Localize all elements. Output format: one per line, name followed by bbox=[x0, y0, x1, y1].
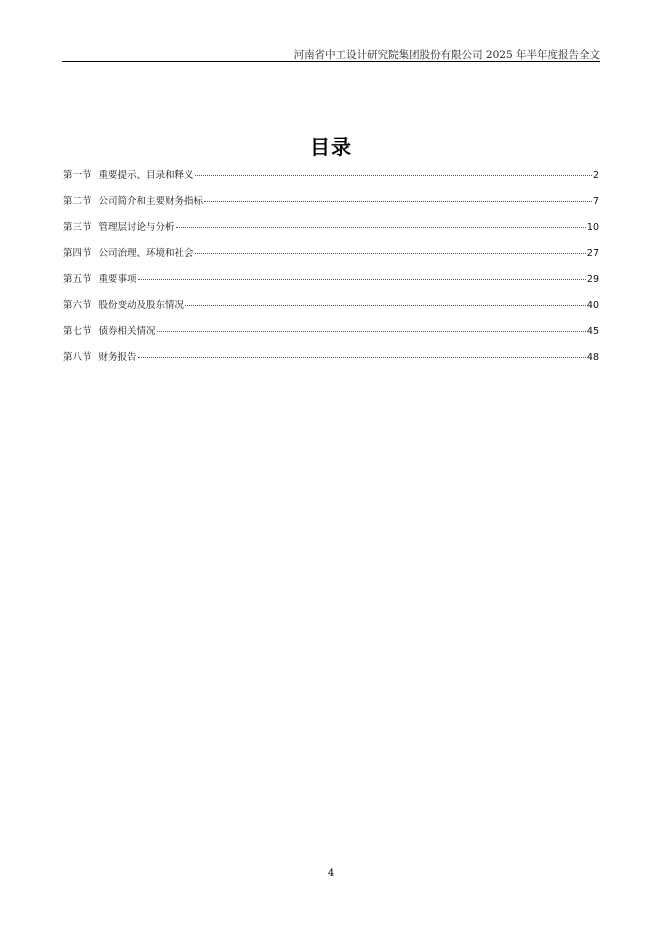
toc-section-title: 公司治理、环境和社会 bbox=[98, 248, 194, 259]
toc-dot-leader bbox=[138, 357, 586, 358]
toc-section-title: 重要提示、目录和释义 bbox=[98, 170, 194, 181]
toc-section-number: 第八节 bbox=[63, 352, 92, 363]
toc-section-title: 股份变动及股东情况 bbox=[98, 300, 185, 311]
toc-section-number: 第四节 bbox=[63, 248, 92, 259]
toc-page-number: 2 bbox=[592, 170, 599, 181]
toc-entry-section-7[interactable] bbox=[63, 323, 599, 349]
toc-section-title: 债券相关情况 bbox=[98, 326, 156, 337]
toc-section-number: 第六节 bbox=[63, 300, 92, 311]
toc-page-number: 45 bbox=[586, 326, 599, 337]
toc-section-number: 第二节 bbox=[63, 196, 92, 207]
toc-dot-leader bbox=[176, 227, 586, 228]
toc-dot-leader bbox=[185, 305, 586, 306]
toc-entry-section-8[interactable] bbox=[63, 349, 599, 375]
toc-section-title: 重要事项 bbox=[98, 274, 137, 285]
header-divider bbox=[62, 61, 600, 62]
toc-dot-leader bbox=[195, 253, 586, 254]
toc-list bbox=[63, 167, 599, 375]
toc-entry-section-1[interactable] bbox=[63, 167, 599, 193]
toc-section-title: 财务报告 bbox=[98, 352, 137, 363]
toc-title: 目录 bbox=[310, 135, 352, 159]
toc-dot-leader bbox=[138, 279, 586, 280]
toc-entry-section-3[interactable] bbox=[63, 219, 599, 245]
toc-section-number: 第一节 bbox=[63, 170, 92, 181]
toc-section-title: 管理层讨论与分析 bbox=[98, 222, 175, 233]
toc-section-number: 第三节 bbox=[63, 222, 92, 233]
toc-dot-leader bbox=[204, 201, 592, 202]
toc-page-number: 48 bbox=[586, 352, 599, 363]
report-header-title: 河南省中工设计研究院集团股份有限公司 2025 年半年度报告全文 bbox=[293, 49, 600, 61]
toc-page-number: 7 bbox=[592, 196, 599, 207]
toc-dot-leader bbox=[195, 175, 592, 176]
toc-section-number: 第七节 bbox=[63, 326, 92, 337]
toc-entry-section-2[interactable] bbox=[63, 193, 599, 219]
toc-page-number: 10 bbox=[586, 222, 599, 233]
toc-dot-leader bbox=[157, 331, 586, 332]
toc-entry-section-4[interactable] bbox=[63, 245, 599, 271]
toc-section-number: 第五节 bbox=[63, 274, 92, 285]
page-number: 4 bbox=[327, 868, 335, 879]
toc-page-number: 29 bbox=[586, 274, 599, 285]
toc-section-title: 公司简介和主要财务指标 bbox=[98, 196, 204, 207]
toc-entry-section-5[interactable] bbox=[63, 271, 599, 297]
toc-entry-section-6[interactable] bbox=[63, 297, 599, 323]
toc-page-number: 40 bbox=[586, 300, 599, 311]
toc-page-number: 27 bbox=[586, 248, 599, 259]
